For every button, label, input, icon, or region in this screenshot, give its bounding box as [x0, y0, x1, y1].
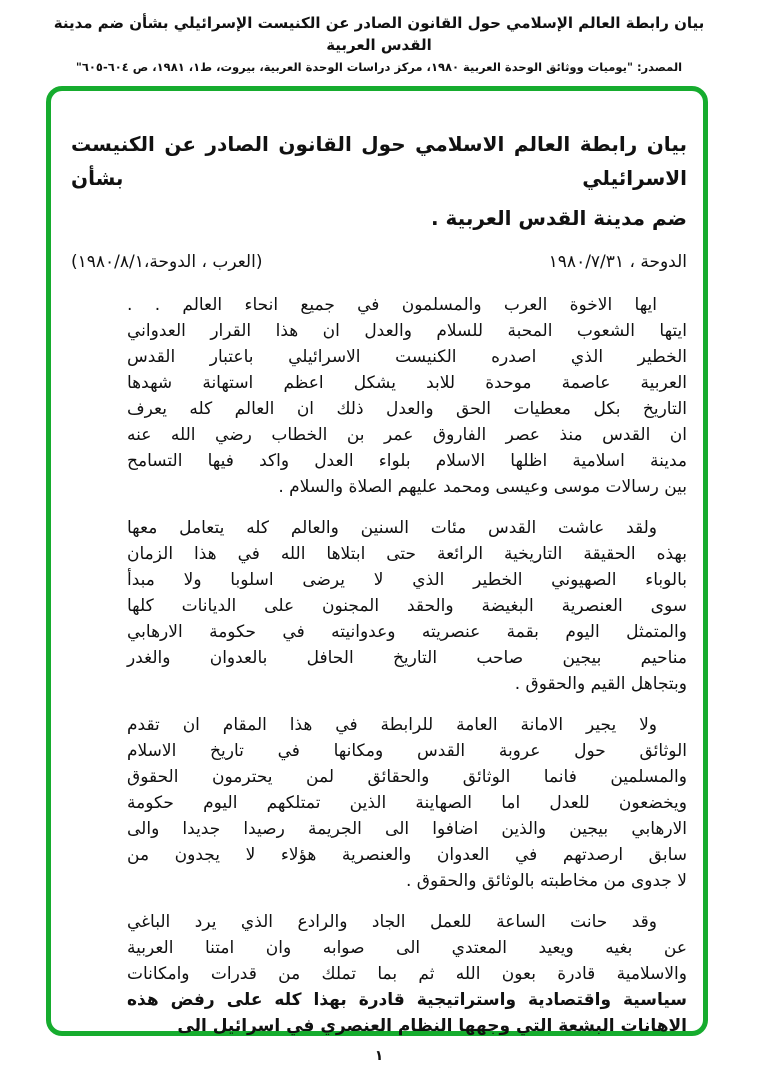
paragraph-line: بهذه الحقيقة التاريخية الرائعة حتى ابتلاها الله في هذا الزمان: [127, 544, 687, 564]
paragraph-line: ايتها الشعوب المحبة للسلام والعدل ان هذا القرار العدواني: [127, 321, 687, 341]
document-title: [71, 127, 687, 235]
paragraph-line: مناحيم بيجين صاحب التاريخ الحافل بالعدوان والغدر: [127, 648, 687, 668]
paragraph: [127, 292, 687, 500]
dateline-source-reference: (العرب ، الدوحة،١٩٨٠/٨/١): [71, 252, 263, 272]
paragraph-line: سياسية واقتصادية واستراتيجية قادرة بهذا كله على رفض هذه: [127, 990, 687, 1010]
paragraph-line: ولقد عاشت القدس مئات السنين والعالم كله يتعامل معها: [127, 518, 657, 538]
paragraph: [127, 909, 687, 1039]
document-title-line2: ضم مدينة القدس العربية .: [430, 206, 687, 230]
paragraph-line: الوثائق حول عروبة القدس ومكانها في تاريخ الاسلام: [127, 741, 687, 761]
paragraph-line: ايها الاخوة العرب والمسلمون في جميع انحاء العالم . .: [127, 295, 657, 315]
header-source-citation: المصدر: "يوميات ووثائق الوحدة العربية ١٩٨٠، مركز دراسات الوحدة العربية، بيروت، ط١، ١٩٨١، ص ٦٠٤-٦٠٥": [75, 59, 683, 74]
paragraph-line: سوى العنصرية البغيضة والحقد المجنون على الديانات كلها: [127, 596, 687, 616]
paragraph-line: والاسلامية قادرة بعون الله ثم بما تملك من قدرات وامكانات: [127, 964, 687, 984]
document-title-line1: بيان رابطة العالم الاسلامي حول القانون الصادر عن الكنيست الاسرائيلي بشأن: [71, 132, 687, 190]
paragraph-line: لا جدوى من مخاطبته بالوثائق والحقوق .: [405, 871, 687, 891]
paragraph-line: والمتمثل اليوم بقمة عنصريته وعدوانيته في حكومة الارهابي: [127, 622, 687, 642]
paragraph-line: الارهابي بيجين والذين اضافوا الى الجريمة رصيدا جديدا والى: [127, 819, 687, 839]
paragraph-line: بين رسالات موسى وعيسى ومحمد عليهم الصلاة والسلام .: [278, 477, 687, 497]
paragraph-line: وقد حانت الساعة للعمل الجاد والرادع الذي يرد الباغي: [127, 912, 657, 932]
paragraph-line: بالوباء الصهيوني الخطير الذي لا يرضى اسلوبا ولا مبدأ: [127, 570, 687, 590]
paragraph-line: التاريخ بكل معطيات الحق والعدل ذلك ان العالم كله يعرف: [127, 399, 687, 419]
document-frame: [46, 86, 708, 1036]
paragraph-line: والمسلمين فانما الوثائق والحقائق لمن يحترمون الحقوق: [127, 767, 687, 787]
paragraph-line: وبتجاهل القيم والحقوق .: [514, 674, 687, 694]
paragraph-line: ان القدس منذ عصر الفاروق عمر بن الخطاب رضي الله عنه: [127, 425, 687, 445]
page-header: [28, 13, 730, 74]
paragraph-line: العربية عاصمة موحدة للابد يشكل اعظم استهانة شهدها: [127, 373, 687, 393]
paragraph-line: الاهانات البشعة التي وجهها النظام العنصري في اسرائيل الى: [177, 1016, 687, 1036]
page-number: ١: [374, 1048, 384, 1064]
document-body: [127, 292, 687, 1039]
paragraph: [127, 712, 687, 894]
paragraph-line: الخطير الذي اصدره الكنيست الاسرائيلي باعتبار القدس: [127, 347, 687, 367]
paragraph-line: ويخضعون للعدل اما الصهاينة الذين تمتلكهم اليوم حكومة: [127, 793, 687, 813]
paragraph-line: عن بغيه ويعيد المعتدي الى صوابه وان امتنا العربية: [127, 938, 687, 958]
paragraph-line: سابق ارصدتهم في العدوان والعنصرية هؤلاء لا يجدون من: [127, 845, 687, 865]
dateline: [71, 249, 687, 275]
dateline-place-date: الدوحة ، ١٩٨٠/٧/٣١: [548, 252, 687, 272]
paragraph: [127, 515, 687, 697]
header-title: بيان رابطة العالم الإسلامي حول القانون الصادر عن الكنيست الإسرائيلي بشأن ضم مدينة القدس العربية: [53, 14, 705, 54]
paragraph-line: ولا يجير الامانة العامة للرابطة في هذا المقام ان تقدم: [127, 715, 657, 735]
paragraph-line: مدينة اسلامية اظلها الاسلام بلواء العدل واكد فيها التسامح: [127, 451, 687, 471]
